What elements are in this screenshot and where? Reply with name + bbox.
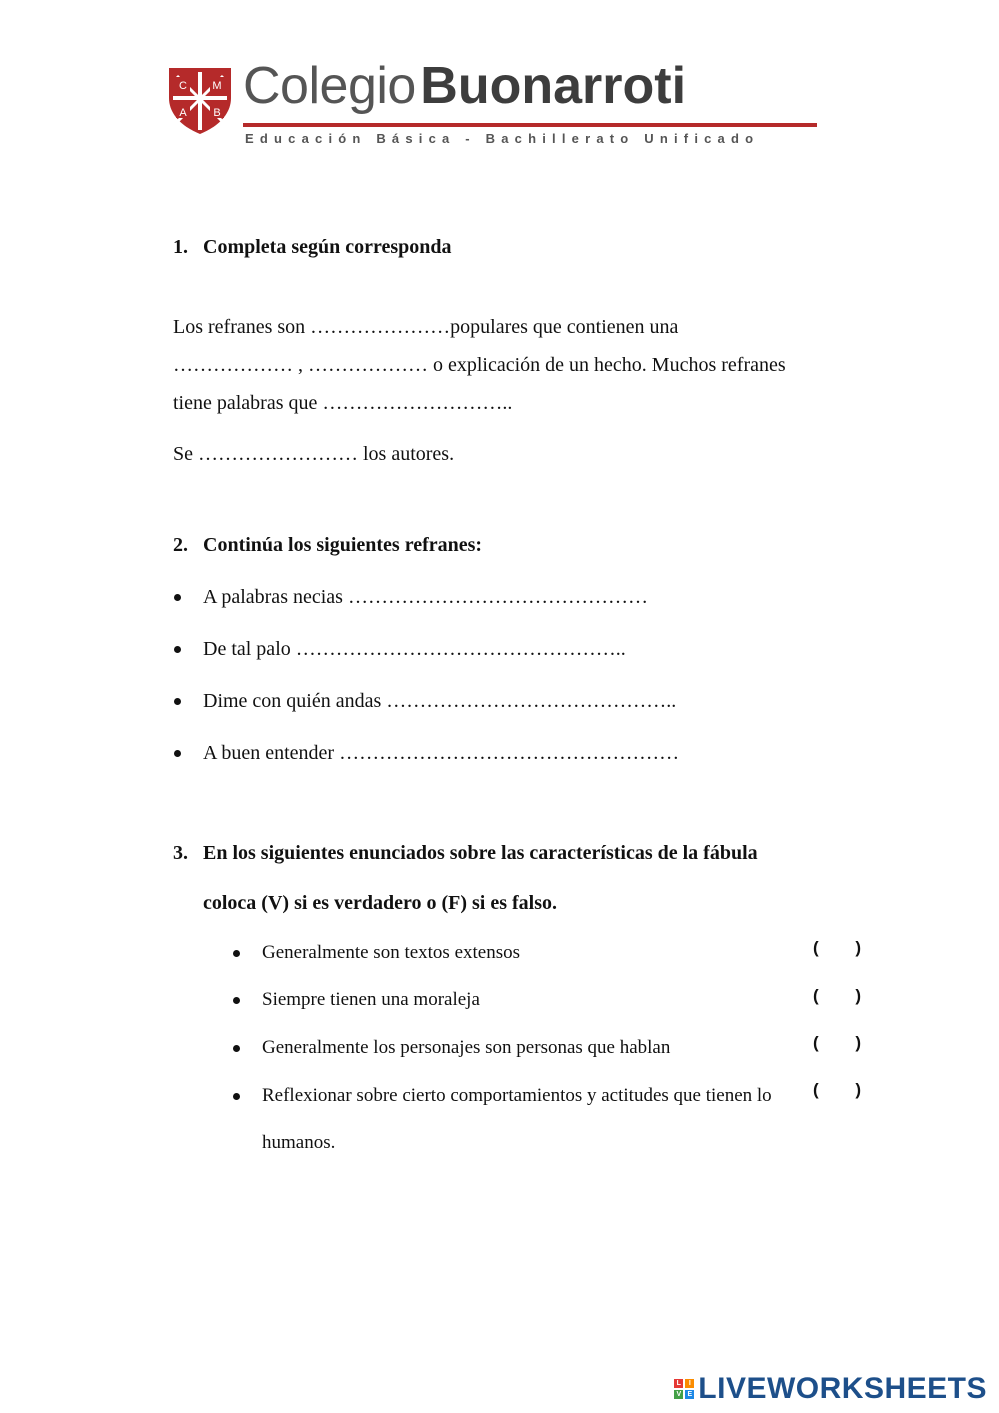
bullet bbox=[233, 950, 240, 957]
statement-item-continued: humanos. bbox=[262, 1132, 336, 1153]
list-item: Dime con quién andas …………………………………….. bbox=[203, 690, 677, 712]
shield-letter: M bbox=[212, 80, 222, 92]
bullet bbox=[174, 698, 181, 705]
section1-line: Los refranes son …………………populares que contienen una bbox=[173, 316, 679, 338]
section3-title-continued: coloca (V) si es verdadero o (F) si es falso. bbox=[203, 892, 558, 914]
statement-item: Reflexionar sobre cierto comportamientos y actitudes que tienen lo bbox=[262, 1085, 772, 1106]
list-item: De tal palo ………………………………………….. bbox=[203, 638, 626, 660]
section2-number: 2. bbox=[173, 534, 188, 556]
section1-line: tiene palabras que ……………………….. bbox=[173, 392, 513, 414]
answer-blank[interactable]: ( ) bbox=[813, 1033, 878, 1052]
section2-heading bbox=[173, 535, 482, 555]
statement-item: Generalmente son textos extensos bbox=[262, 942, 521, 963]
section1-line: ……………… , ……………… o explicación de un hecho. Muchos refranes bbox=[173, 354, 786, 376]
section2-title: Continúa los siguientes refranes: bbox=[203, 534, 483, 556]
school-shield-icon bbox=[165, 64, 235, 136]
bullet bbox=[174, 750, 181, 757]
icon-letter: I bbox=[685, 1379, 694, 1388]
liveworksheets-brand[interactable] bbox=[674, 1372, 987, 1406]
liveworksheets-text: LIVEWORKSHEETS bbox=[698, 1372, 987, 1405]
section3-number: 3. bbox=[173, 842, 188, 864]
school-logo bbox=[165, 57, 820, 155]
bullet bbox=[174, 646, 181, 653]
section1-line: Se …………………… los autores. bbox=[173, 443, 455, 465]
list-item: A palabras necias ……………………………………… bbox=[203, 586, 648, 608]
icon-letter: V bbox=[674, 1390, 683, 1399]
icon-letter: L bbox=[674, 1379, 683, 1388]
shield-letter: B bbox=[213, 107, 221, 119]
answer-blank[interactable]: ( ) bbox=[813, 938, 878, 957]
list-item: A buen entender …………………………………………… bbox=[203, 742, 680, 764]
section3-title: En los siguientes enunciados sobre las características de la fábula bbox=[203, 842, 758, 864]
section1-number: 1. bbox=[173, 236, 188, 258]
section1-heading bbox=[173, 237, 452, 257]
school-name bbox=[243, 57, 687, 115]
icon-letter: E bbox=[685, 1390, 694, 1399]
logo-divider bbox=[243, 123, 817, 127]
section3-heading bbox=[173, 843, 758, 863]
shield-letter: C bbox=[179, 80, 187, 92]
school-name-bold: Buonarroti bbox=[420, 57, 687, 115]
statement-item: Siempre tienen una moraleja bbox=[262, 989, 480, 1010]
answer-blank[interactable]: ( ) bbox=[813, 986, 878, 1005]
section1-title: Completa según corresponda bbox=[203, 236, 452, 258]
bullet bbox=[233, 1045, 240, 1052]
school-tagline: Educación Básica - Bachillerato Unificado bbox=[245, 131, 760, 146]
statement-item: Generalmente los personajes son personas que hablan bbox=[262, 1037, 671, 1058]
bullet bbox=[233, 997, 240, 1004]
school-name-light: Colegio bbox=[243, 57, 416, 115]
bullet bbox=[174, 594, 181, 601]
liveworksheets-logo-icon bbox=[674, 1379, 694, 1399]
answer-blank[interactable]: ( ) bbox=[813, 1080, 878, 1099]
shield-letter: A bbox=[179, 107, 187, 119]
bullet bbox=[233, 1093, 240, 1100]
